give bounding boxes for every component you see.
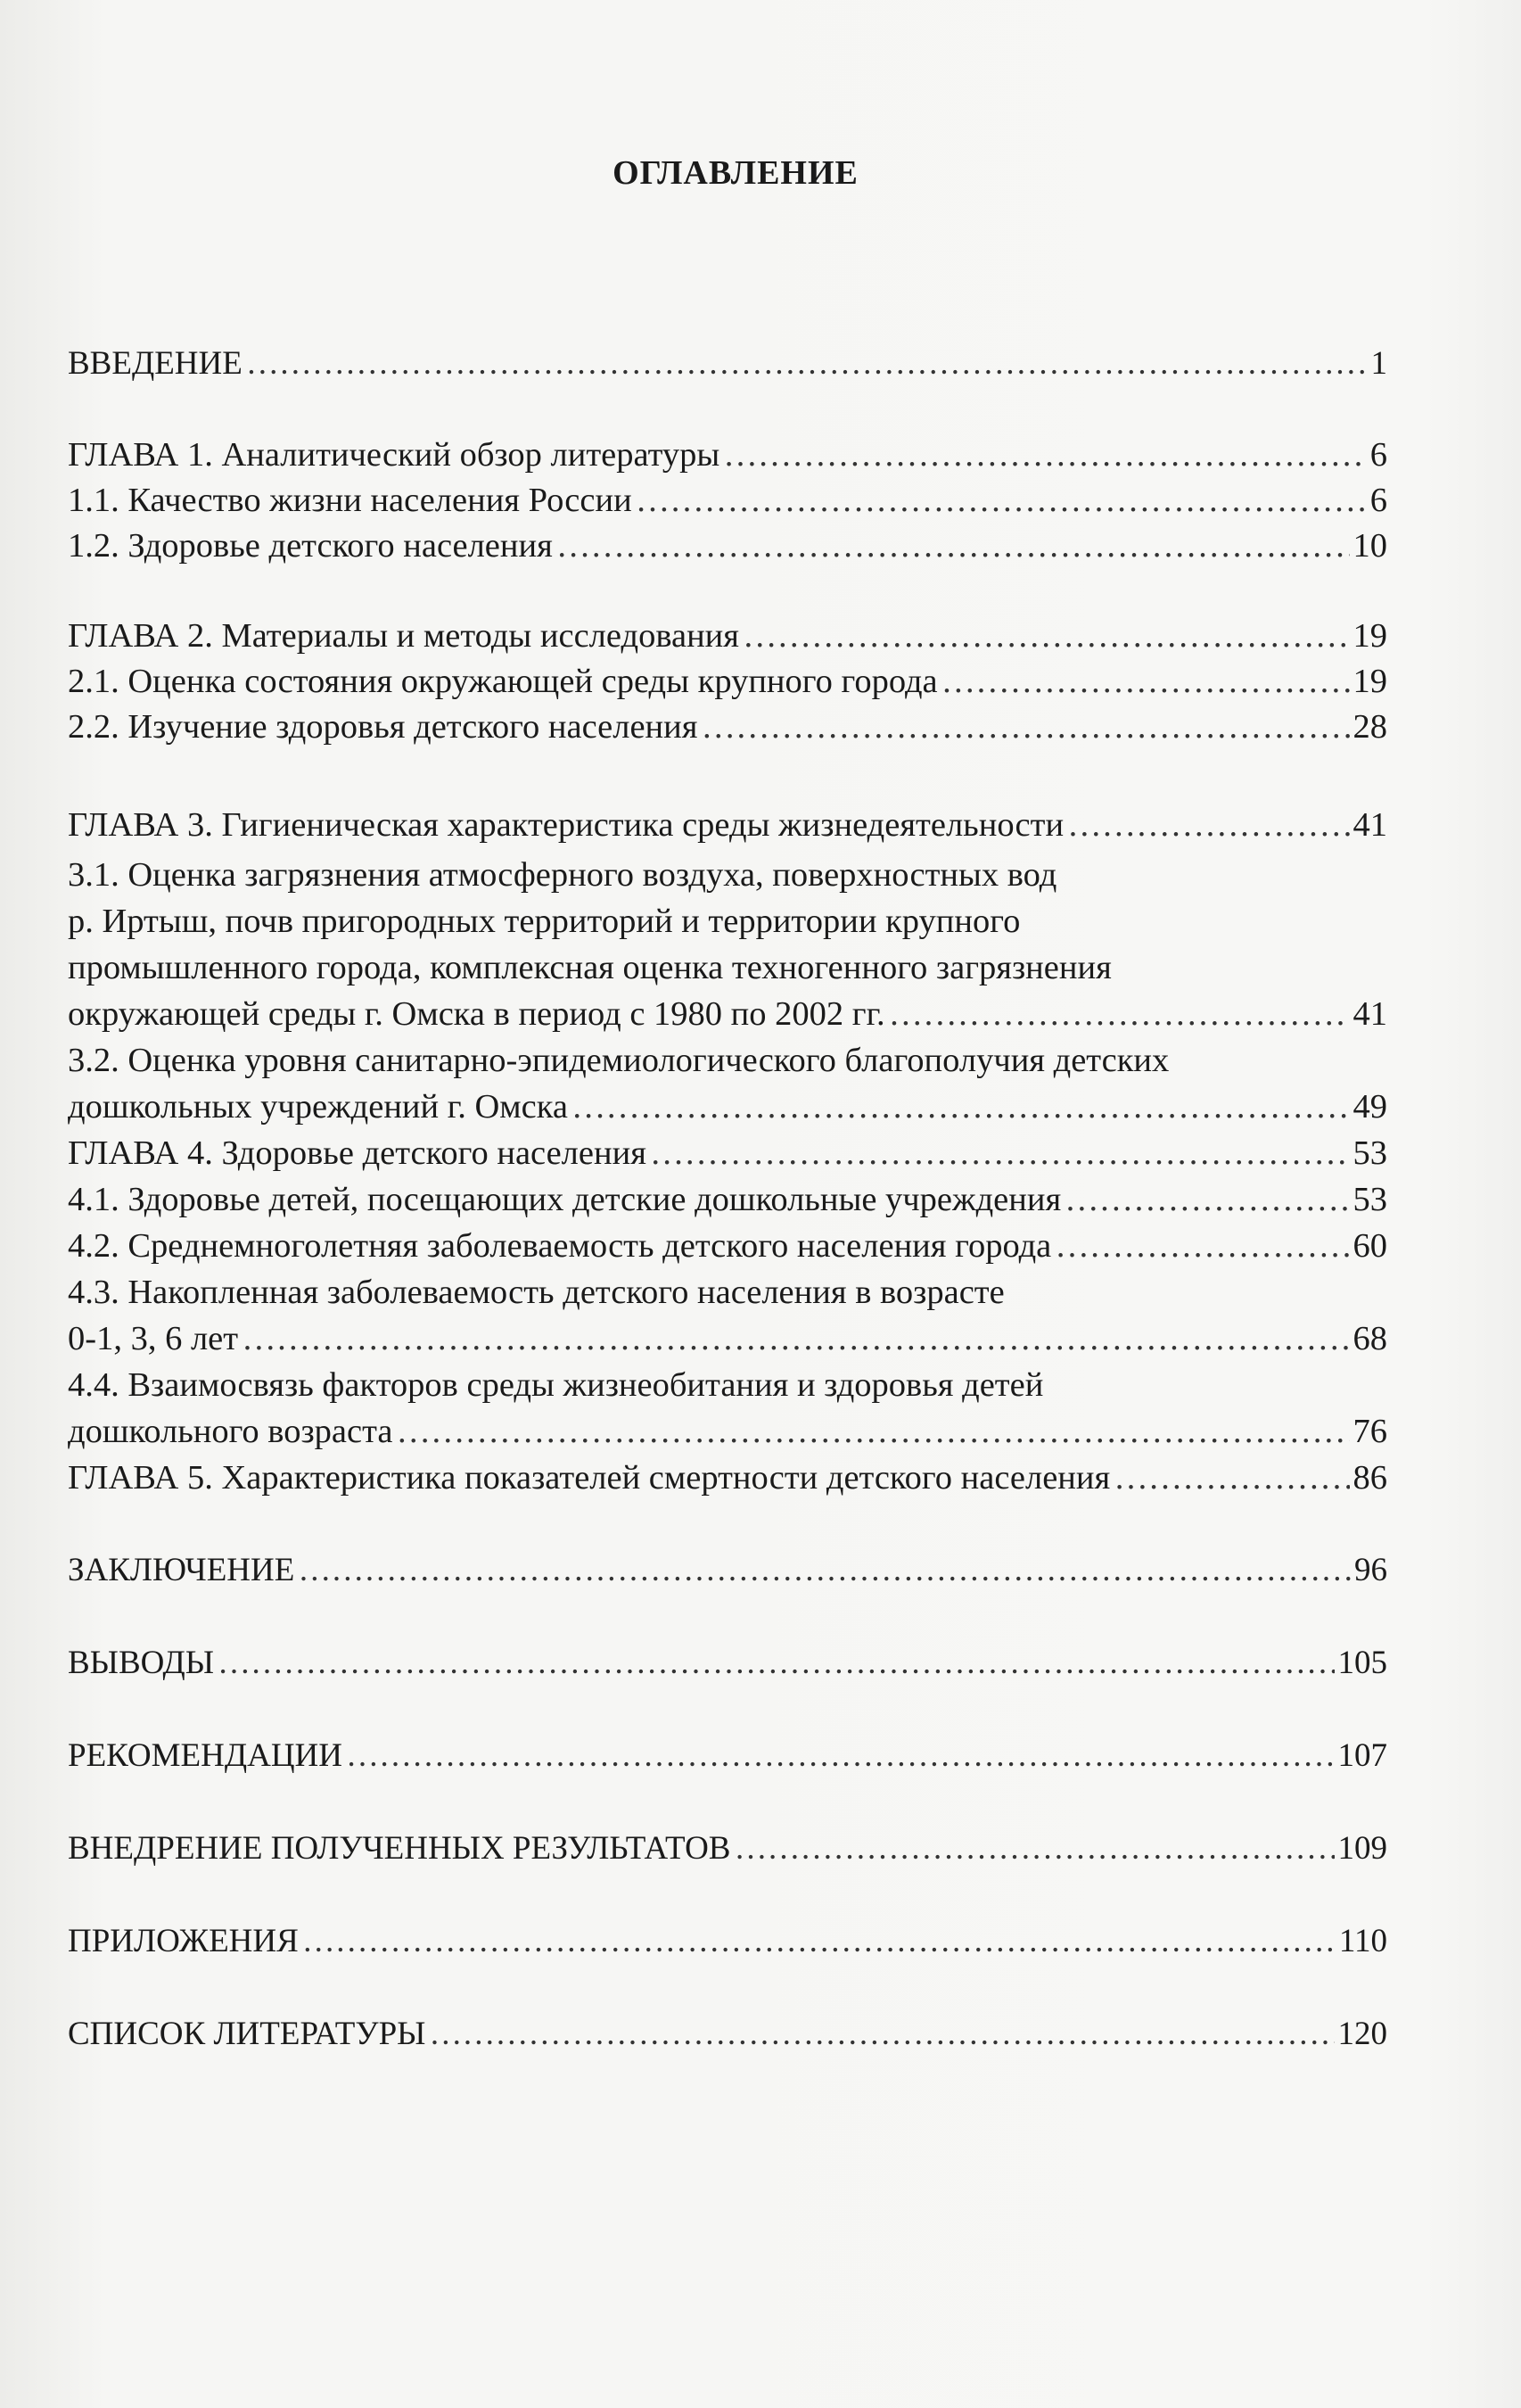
toc-entry-text: ВВЕДЕНИЕ <box>68 345 243 382</box>
dot-leader <box>636 477 1367 524</box>
toc-entry-text: 2.1. Оценка состояния окружающей среды крупного города <box>68 663 938 700</box>
toc-title: ОГЛАВЛЕНИЕ <box>613 154 859 192</box>
toc-entry-text: ГЛАВА 1. Аналитический обзор литературы <box>68 436 720 474</box>
toc-entry-chapter-2 <box>68 613 1387 659</box>
toc-entry-section-3-1-line-4 <box>68 991 1387 1037</box>
dot-leader <box>723 432 1366 478</box>
toc-entry-text: 1.2. Здоровье детского населения <box>68 527 553 565</box>
toc-page-number: 53 <box>1352 1134 1387 1172</box>
toc-entry-section-3-2-line-2 <box>68 1084 1387 1130</box>
toc-entry-section-4-2 <box>68 1223 1387 1269</box>
toc-page-number: 53 <box>1352 1181 1387 1218</box>
toc-entry-section-3-1-line-2: р. Иртыш, почв пригородных территорий и территории крупного <box>68 903 1021 940</box>
toc-page-number: 6 <box>1369 482 1387 519</box>
toc-entry-text: ВНЕДРЕНИЕ ПОЛУЧЕННЫХ РЕЗУЛЬТАТОВ <box>68 1830 731 1867</box>
toc-entry-text: 1.1. Качество жизни населения России <box>68 482 632 519</box>
toc-entry-text: СПИСОК ЛИТЕРАТУРЫ <box>68 2016 426 2052</box>
toc-entry-intro <box>68 341 1387 387</box>
toc-page-number: 10 <box>1352 527 1387 565</box>
toc-entry-chapter-3 <box>68 802 1387 848</box>
dot-leader <box>246 341 1368 387</box>
toc-entry-section-4-3-line-2 <box>68 1315 1387 1362</box>
toc-entry-implementation <box>68 1826 1387 1872</box>
toc-page-number: 41 <box>1352 806 1387 844</box>
toc-page-number: 86 <box>1352 1459 1387 1497</box>
toc-entry-text: ПРИЛОЖЕНИЯ <box>68 1923 299 1959</box>
dot-leader <box>556 523 1350 569</box>
toc-page-number: 120 <box>1337 2016 1387 2052</box>
dot-leader <box>1114 1455 1349 1501</box>
toc-page-number: 76 <box>1352 1413 1387 1450</box>
toc-page-number: 60 <box>1352 1227 1387 1265</box>
toc-entry-text: РЕКОМЕНДАЦИИ <box>68 1737 342 1774</box>
toc-entry-chapter-1 <box>68 432 1387 478</box>
toc-entry-references <box>68 2011 1387 2058</box>
dot-leader <box>735 1826 1335 1872</box>
toc-entry-text: дошкольного возраста <box>68 1413 393 1450</box>
dot-leader <box>701 704 1349 750</box>
toc-entry-section-2-2 <box>68 704 1387 750</box>
toc-entry-chapter-4 <box>68 1130 1387 1176</box>
dot-leader <box>1067 802 1349 848</box>
toc-entry-text: ГЛАВА 5. Характеристика показателей смертности детского населения <box>68 1459 1111 1497</box>
dot-leader <box>650 1130 1350 1176</box>
toc-entry-text: ГЛАВА 2. Материалы и методы исследования <box>68 617 739 655</box>
dot-leader <box>242 1315 1349 1362</box>
dot-leader <box>218 1640 1334 1686</box>
dot-leader <box>571 1084 1350 1130</box>
toc-entry-text: 4.1. Здоровье детей, посещающих детские дошкольные учреждения <box>68 1181 1062 1218</box>
toc-page-number: 49 <box>1352 1088 1387 1126</box>
toc-entry-text: ГЛАВА 3. Гигиеническая характеристика среды жизнедеятельности <box>68 806 1065 844</box>
dot-leader <box>889 991 1350 1037</box>
dot-leader <box>429 2011 1334 2058</box>
toc-page-number: 110 <box>1338 1923 1387 1959</box>
toc-entry-text: ЗАКЛЮЧЕНИЕ <box>68 1552 295 1588</box>
toc-entry-section-4-4-line-1: 4.4. Взаимосвязь факторов среды жизнеобитания и здоровья детей <box>68 1366 1044 1404</box>
toc-entry-section-4-3-line-1: 4.3. Накопленная заболеваемость детского населения в возрасте <box>68 1274 1005 1311</box>
toc-entry-text: дошкольных учреждений г. Омска <box>68 1088 568 1126</box>
toc-entry-section-3-1-line-1: 3.1. Оценка загрязнения атмосферного воздуха, поверхностных вод <box>68 856 1057 894</box>
dot-leader <box>1055 1223 1349 1269</box>
toc-page-number: 41 <box>1352 995 1387 1033</box>
toc-entry-section-3-2-line-1: 3.2. Оценка уровня санитарно-эпидемиологического благополучия детских <box>68 1042 1170 1079</box>
dot-leader <box>941 658 1350 705</box>
toc-entry-text: 4.2. Среднемноголетняя заболеваемость детского населения города <box>68 1227 1052 1265</box>
toc-page-number: 68 <box>1352 1320 1387 1357</box>
dot-leader <box>1065 1176 1349 1223</box>
toc-page-number: 96 <box>1354 1552 1387 1588</box>
toc-page-number: 1 <box>1370 345 1387 382</box>
dot-leader <box>302 1918 1336 1965</box>
toc-page-number: 107 <box>1337 1737 1387 1774</box>
toc-entry-recommendations <box>68 1733 1387 1779</box>
toc-entry-text: ВЫВОДЫ <box>68 1645 215 1681</box>
toc-page-number: 19 <box>1352 617 1387 655</box>
toc-page-number: 28 <box>1352 708 1387 746</box>
toc-entry-chapter-5 <box>68 1455 1387 1501</box>
toc-page-number: 19 <box>1352 663 1387 700</box>
toc-entry-section-2-1 <box>68 658 1387 705</box>
toc-entry-section-4-4-line-2 <box>68 1408 1387 1455</box>
toc-entry-conclusion <box>68 1547 1387 1594</box>
dot-leader <box>346 1733 1335 1779</box>
dot-leader <box>298 1547 1351 1594</box>
toc-entry-text: ГЛАВА 4. Здоровье детского населения <box>68 1134 646 1172</box>
dot-leader <box>743 613 1350 659</box>
toc-entry-section-4-1 <box>68 1176 1387 1223</box>
dot-leader <box>397 1408 1350 1455</box>
toc-entry-section-1-1 <box>68 477 1387 524</box>
toc-entry-text: 2.2. Изучение здоровья детского населения <box>68 708 698 746</box>
toc-entry-text: 0-1, 3, 6 лет <box>68 1320 239 1357</box>
toc-page-number: 105 <box>1337 1645 1387 1681</box>
toc-entry-section-3-1-line-3: промышленного города, комплексная оценка техногенного загрязнения <box>68 949 1112 986</box>
toc-entry-appendices <box>68 1918 1387 1965</box>
toc-entry-text: окружающей среды г. Омска в период с 1980 по 2002 гг. <box>68 995 885 1033</box>
toc-entry-section-1-2 <box>68 523 1387 569</box>
toc-entry-findings <box>68 1640 1387 1686</box>
toc-page-number: 109 <box>1337 1830 1387 1867</box>
toc-page-number: 6 <box>1369 436 1387 474</box>
